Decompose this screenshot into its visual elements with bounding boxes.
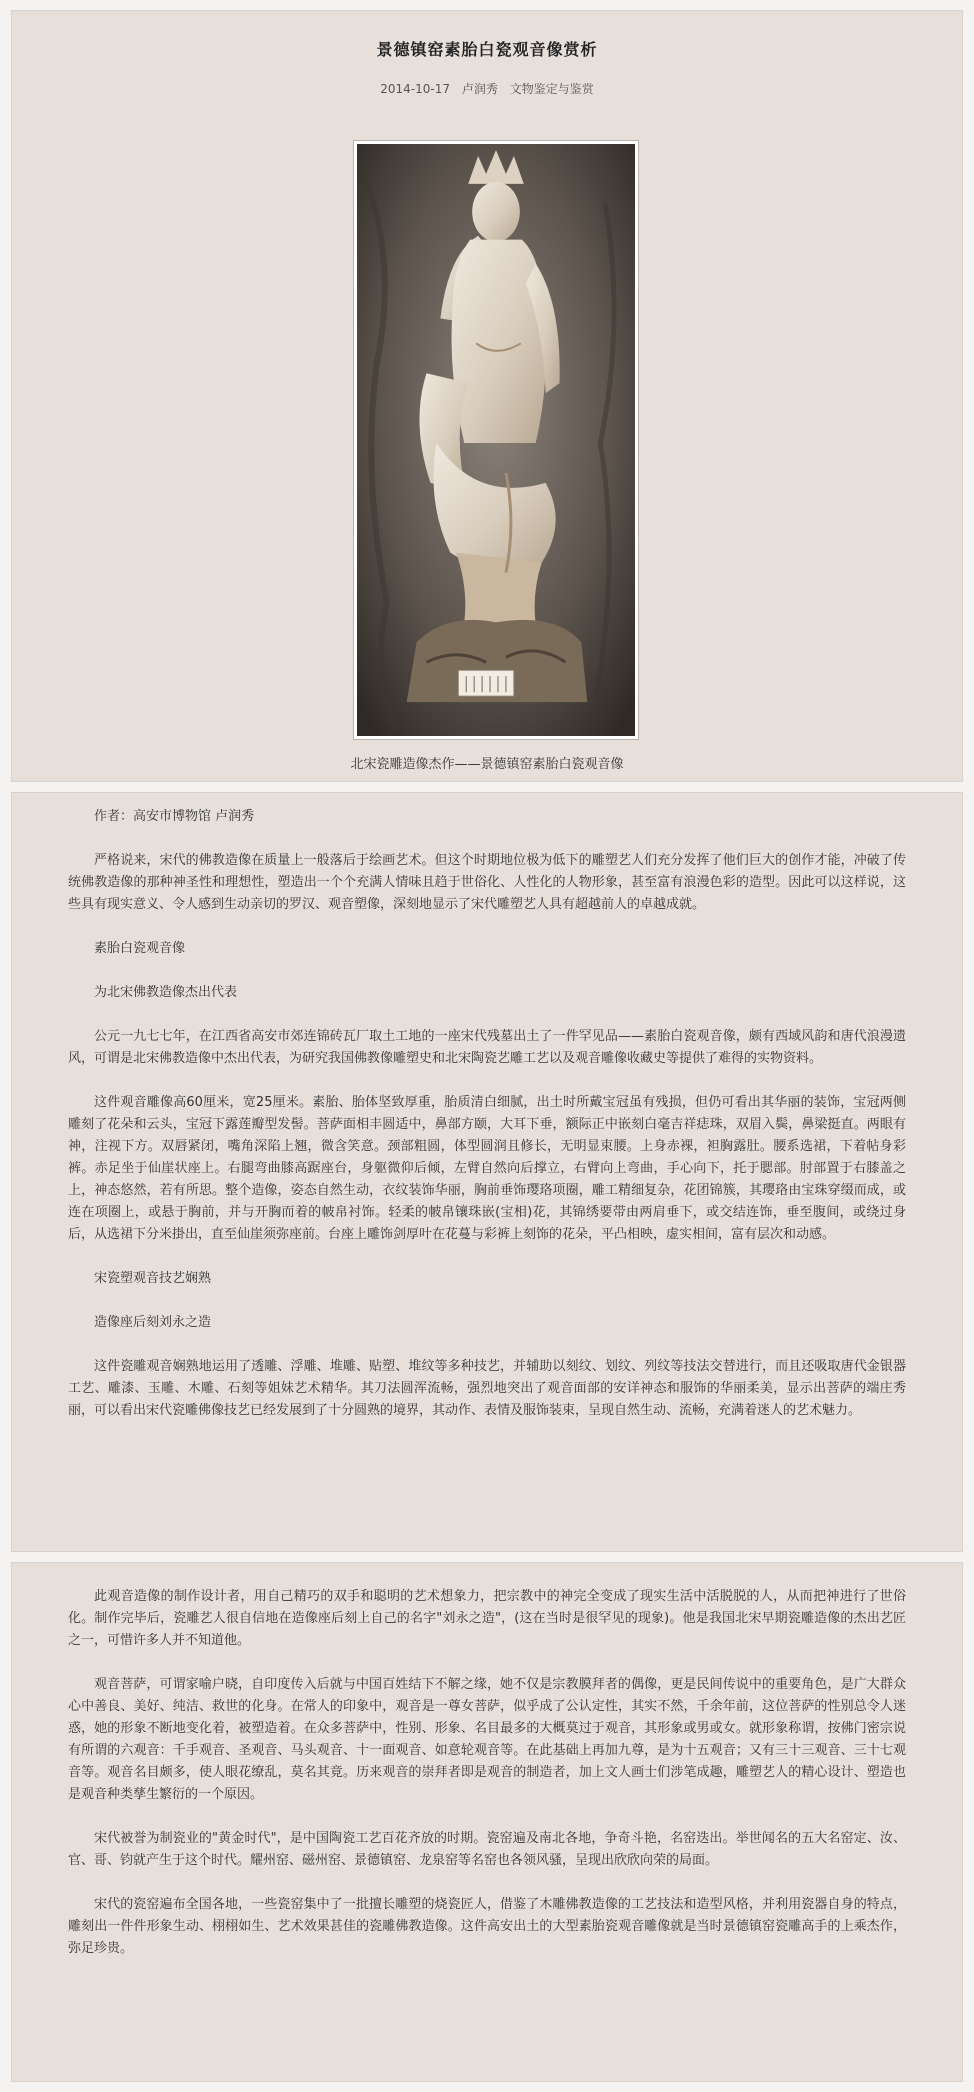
paragraph: 此观音造像的制作设计者，用自己精巧的双手和聪明的艺术想象力，把宗教中的神完全变成了现实生活中活脱脱的人，从而把神进行了世俗化。制作完毕后，瓷雕艺人很自信地在造像座后刻上自己的名字"刘永之造"，(这在当时是很罕见的现象)。他是我国北宋早期瓷雕造像的杰出艺匠之一，可惜许多人并不知道他。 [68,1589,906,1648]
guanyin-statue-photo [353,140,639,740]
paragraph: 这件观音雕像高60厘米，宽25厘米。素胎、胎体坚致厚重，胎质清白细腻，出土时所戴宝冠虽有残损，但仍可看出其华丽的装饰，宝冠两侧雕刻了花朵和云头，宝冠下露莲瓣型发髻。菩萨面相丰圆适中，鼻部方颐，大耳下垂，额际正中嵌刻白毫吉祥痣珠，双眉入鬓，鼻梁挺直。两眼有神，注视下方。双唇紧闭，嘴角深陷上翘，微含笑意。颈部粗圆，体型圆润且修长，无明显束腰。上身赤裸，袒胸露肚。腰系选裙，下着帖身彩裤。赤足坐于仙崖状座上。右腿弯曲膝高踞座台，身躯微仰后倾，左臂自然向后撑立，右臂向上弯曲，手心向下，托于腮部。肘部置于右膝盖之上，神态悠然，若有所思。整个造像，姿态自然生动，衣纹装饰华丽，胸前垂饰璎珞项圈，雕工精细复杂，花团锦簇，其璎珞由宝珠穿缀而成，或连在项圈上，或悬于胸前，并与开胸而着的帔帛衬饰。轻柔的帔帛镶珠嵌(宝相)花，其锦绣要带由两肩垂下，或交结连饰，垂至腹间，或绕过身后，从选裙下分米掛出，直至仙崖须弥座前。台座上雕饰剑厚叶在花蔓与彩裤上刻饰的花朵，平凸相映，虚实相间，富有层次和动感。 [68,1095,906,1242]
subheading: 造像座后刻刘永之造 [94,1315,212,1330]
paragraph: 宋代被誉为制瓷业的"黄金时代"，是中国陶瓷工艺百花齐放的时期。瓷窑遍及南北各地，争奇斗艳，名窑迭出。举世闻名的五大名窑定、汝、官、哥、钧就产生于这个时代。耀州窑、磁州窑、景德镇窑、龙泉窑等名窑也各领风骚，呈现出欣欣向荣的局面。 [68,1831,906,1868]
article-date: 2014-10-17 [380,82,451,96]
statue-image [357,144,635,736]
article-body-panel-1 [11,792,963,1552]
paragraph: 这件瓷雕观音娴熟地运用了透雕、浮雕、堆雕、贴塑、堆纹等多种技艺，并辅助以刻纹、划纹、列纹等技法交替进行，而且还吸取唐代金银器工艺、雕漆、玉雕、木雕、石刻等姐妹艺术精华。其刀法圆浑流畅，强烈地突出了观音面部的安详神态和服饰的华丽柔美，显示出菩萨的端庄秀丽，可以看出宋代瓷雕佛像技艺已经发展到了十分圆熟的境界，其动作、表情及服饰装束，呈现自然生动、流畅，充满着迷人的艺术魅力。 [68,1359,906,1418]
paragraph: 公元一九七七年，在江西省高安市郊连锦砖瓦厂取土工地的一座宋代残墓出土了一件罕见品——素胎白瓷观音像，颇有西域风韵和唐代浪漫遗风，可谓是北宋佛教造像中杰出代表，为研究我国佛教像雕塑史和北宋陶瓷艺雕工艺以及观音雕像收藏史等提供了难得的实物资料。 [68,1029,906,1066]
article-body-panel-2 [11,1562,963,2082]
article-category-link[interactable]: 文物鉴定与鉴赏 [509,82,594,96]
subheading: 为北宋佛教造像杰出代表 [94,985,238,1000]
image-caption: 北宋瓷雕造像杰作——景德镇窑素胎白瓷观音像 [350,757,624,772]
article-meta [12,80,962,97]
paragraph: 严格说来，宋代的佛教造像在质量上一般落后于绘画艺术。但这个时期地位极为低下的雕塑艺人们充分发挥了他们巨大的创作才能，冲破了传统佛教造像的那种神圣性和理想性，塑造出一个个充满人情味且趋于世俗化、人性化的人物形象，甚至富有浪漫色彩的造型。因此可以这样说，这些具有现实意义、令人感到生动亲切的罗汉、观音塑像，深刻地显示了宋代雕塑艺人具有超越前人的卓越成就。 [68,853,906,912]
article-header-panel [11,10,963,782]
subheading: 宋瓷塑观音技艺娴熟 [94,1271,212,1286]
paragraph: 宋代的瓷窑遍布全国各地，一些瓷窑集中了一批擅长雕塑的烧瓷匠人，借鉴了木雕佛教造像的工艺技法和造型风格，并利用瓷器自身的特点，雕刻出一件件形象生动、栩栩如生、艺术效果甚佳的瓷雕佛教造像。这件高安出土的大型素胎瓷观音雕像就是当时景德镇窑瓷雕高手的上乘杰作，弥足珍贵。 [68,1897,906,1956]
article-author: 卢润秀 [461,82,498,96]
article-title: 景德镇窑素胎白瓷观音像赏析 [376,40,598,59]
subheading: 素胎白瓷观音像 [94,941,186,956]
author-line: 作者：高安市博物馆 卢润秀 [94,809,255,824]
paragraph: 观音菩萨，可谓家喻户晓，自印度传入后就与中国百姓结下不解之缘，她不仅是宗教膜拜者的偶像，更是民间传说中的重要角色，是广大群众心中善良、美好、纯洁、救世的化身。在常人的印象中，观音是一尊女菩萨，似乎成了公认定性，其实不然，千余年前，这位菩萨的性别总令人迷惑，她的形象不断地变化着，被塑造着。在众多菩萨中，性别、形象、名目最多的大概莫过于观音，其形象或男或女。就形象称谓，按佛门密宗说有所谓的六观音：千手观音、圣观音、马头观音、十一面观音、如意轮观音等。在此基础上再加九尊，是为十五观音；又有三十三观音、三十七观音等。观音名目颇多，使人眼花缭乱，莫名其竟。历来观音的崇拜者即是观音的制造者，加上文人画士们涉笔成趣，雕塑艺人的精心设计、塑造也是观音种类孳生繁衍的一个原因。 [68,1677,906,1802]
